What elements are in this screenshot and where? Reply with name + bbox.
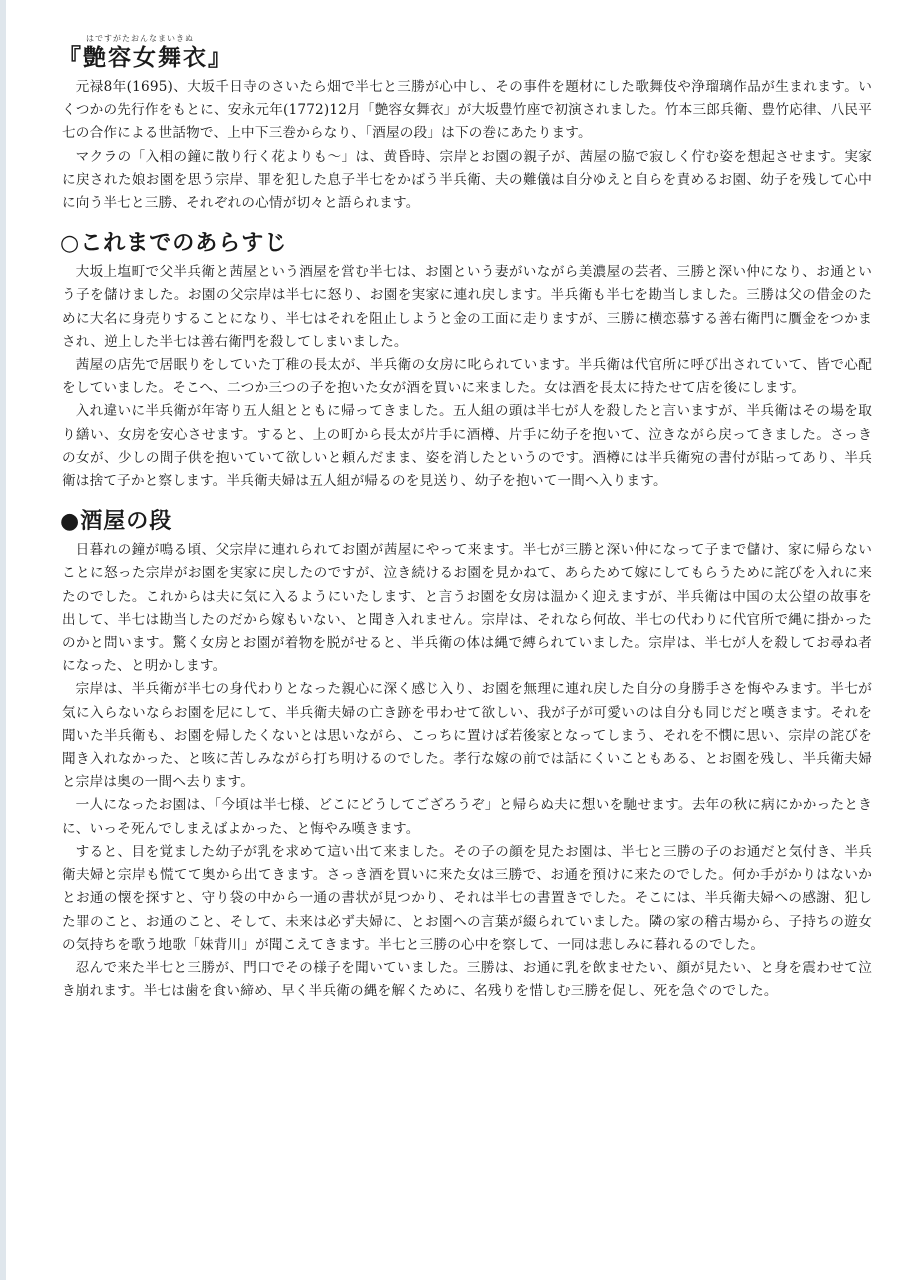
synopsis-heading: ○これまでのあらすじ bbox=[60, 231, 288, 257]
page-title: 『艶容女舞衣』 bbox=[58, 45, 233, 71]
sakaya-paragraph-2: 宗岸は、半兵衛が半七の身代わりとなった親心に深く感じ入り、お園を無理に連れ戻した自分の身勝手さを悔やみます。半七が気に入らないならお園を尼にして、半兵衛夫婦の亡き跡を弔わせて欲しい、我が子が可愛いのは自分も同じだと嘆きます。それを聞いた半兵衛も、お園を帰したくないとは思いながら、こっちに置けば若後家となってしまう、それを不憫に思い、宗岸の詫びを聞き入れなかった、と咳に苦しみながら打ち明けるのでした。孝行な嫁の前では話にくいこともある、とお園を残し、半兵衛夫婦と宗岸は奥の一間へ去ります。 bbox=[62, 681, 872, 791]
sakaya-paragraph-5: 忍んで来た半七と三勝が、門口でその様子を聞いていました。三勝は、お通に乳を飲ませたい、顔が見たい、と身を震わせて泣き崩れます。半七は歯を食い締め、早く半兵衛の縄を解くために、名残りを惜しむ三勝を促し、死を急ぐのでした。 bbox=[62, 959, 872, 1000]
intro-paragraph-2: マクラの「入相の鐘に散り行く花よりも～」は、黄昏時、宗岸とお園の親子が、茜屋の脇で寂しく佇む姿を想起させます。実家に戻された娘お園を思う宗岸、罪を犯した息子半七をかばう半兵衛、夫の難儀は自分ゆえと自らを責めるお園、幼子を残して心中に向う半七と三勝、それぞれの心情が切々と語られます。 bbox=[62, 148, 872, 212]
sakaya-paragraph-4: すると、目を覚ました幼子が乳を求めて這い出て来ました。その子の顔を見たお園は、半七と三勝の子のお通だと気付き、半兵衛夫婦と宗岸も慌てて奥から出てきます。さっき酒を買いに来た女は三勝で、お通を預けに来たのでした。何か手がかりはないかとお通の懐を探すと、守り袋の中から一通の書状が見つかり、それは半七の書置きでした。そこには、半兵衛夫婦への感謝、犯した罪のこと、お通のこと、そして、未来は必ず夫婦に、とお園への言葉が綴られていました。隣の家の稽古場から、子持ちの遊女の気持ちを歌う地歌「妹背川」が聞こえてきます。半七と三勝の心中を察して、一同は悲しみに暮れるのでした。 bbox=[62, 843, 872, 953]
title-ruby: はですがたおんなまいきぬ bbox=[86, 34, 194, 43]
sakaya-paragraph-3: 一人になったお園は、「今頃は半七様、どこにどうしてござろうぞ」と帰らぬ夫に想いを馳せます。去年の秋に病にかかったときに、いっそ死んでしまえばよかった、と悔やみ嘆きます。 bbox=[62, 797, 872, 837]
synopsis-paragraph-1: 大坂上塩町で父半兵衛と茜屋という酒屋を営む半七は、お園という妻がいながら美濃屋の芸者、三勝と深い仲になり、お通という子を儲けました。お園の父宗岸は半七に怒り、お園を実家に連れ戻します。半兵衛も半七を勘当しました。三勝は父の借金のために大名に身売りすることになり、半七はそれを阻止しようと金の工面に走りますが、三勝に横恋慕する善右衛門に贋金をつかまされ、逆上した半七は善右衛門を殺してしまいました。 bbox=[62, 264, 872, 350]
synopsis-paragraph-3: 入れ違いに半兵衛が年寄り五人組とともに帰ってきました。五人組の頭は半七が人を殺したと言いますが、半兵衛はその場を取り繕い、女房を安心させます。すると、上の町から長太が片手に酒樽、片手に幼子を抱いて、泣きながら戻ってきました。さっきの女が、少しの間子供を抱いていて欲しいと頼んだまま、姿を消したというのです。酒樽には半兵衛宛の書付が貼ってあり、半兵衛は捨て子かと察します。半兵衛夫婦は五人組が帰るのを見送り、幼子を抱いて一間へ入ります。 bbox=[62, 403, 872, 490]
intro-paragraph-1: 元禄8年(1695)、大坂千日寺のさいたら畑で半七と三勝が心中し、その事件を題材にした歌舞伎や浄瑠璃作品が生まれます。いくつかの先行作をもとに、安永元年(1772)12月「艶容女舞衣」が大坂豊竹座で初演されました。竹本三郎兵衛、豊竹応律、八民平七の合作による世話物で、上中下三巻からなり、「酒屋の段」は下の巻にあたります。 bbox=[62, 79, 872, 142]
sakaya-heading: ●酒屋の段 bbox=[60, 509, 173, 535]
document-page bbox=[58, 34, 872, 1003]
left-margin-stripe bbox=[0, 0, 6, 1280]
sakaya-paragraph-1: 日暮れの鐘が鳴る頃、父宗岸に連れられてお園が茜屋にやって来ます。半七が三勝と深い仲になって子まで儲け、家に帰らないことに怒った宗岸がお園を実家に戻したのですが、泣き続けるお園を見かねて、あらためて嫁にしてもらうために詫びを入れに来たのでした。これからは夫に気に入るようにいたします、と言うお園を女房は温かく迎えますが、半兵衛は中国の太公望の故事を出して、半七は勘当したのだから嫁もいない、と聞き入れません。宗岸は、それなら何故、半七の代わりに代官所で縄に掛かったのかと問います。驚く女房とお園が着物を脱がせると、半兵衛の体は縄で縛られていました。宗岸は、半七が人を殺してお尋ね者になった、と明かします。 bbox=[62, 542, 872, 675]
synopsis-paragraph-2: 茜屋の店先で居眠りをしていた丁稚の長太が、半兵衛の女房に叱られています。半兵衛は代官所に呼び出されていて、皆で心配をしていました。そこへ、二つか三つの子を抱いた女が酒を買いに来ました。女は酒を長太に持たせて店を後にします。 bbox=[62, 357, 872, 397]
